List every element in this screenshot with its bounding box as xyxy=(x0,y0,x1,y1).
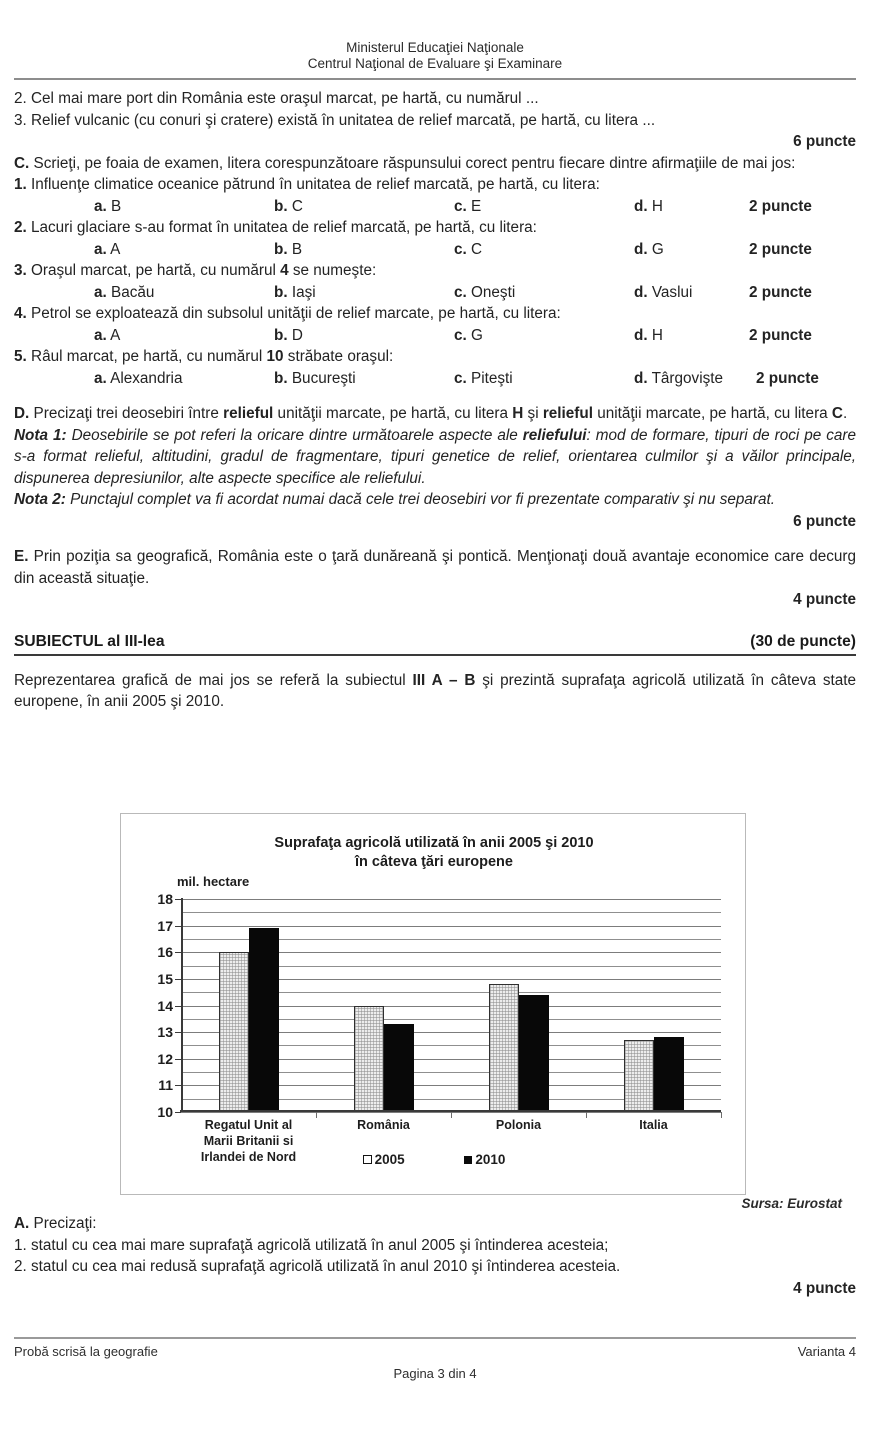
section-d-label: D. xyxy=(14,405,30,422)
chart-category-label-line: Polonia xyxy=(495,1118,542,1132)
question-c5-number: 5. xyxy=(14,348,27,365)
chart-gridline xyxy=(181,899,721,900)
note-1-bold: reliefului xyxy=(522,426,587,444)
option-c2-b-value: B xyxy=(287,240,303,258)
section-a-heading xyxy=(14,1213,856,1235)
option-c1-d[interactable] xyxy=(634,196,663,218)
chart-y-tick-label: 10 xyxy=(157,1104,173,1120)
option-c4-b-key: b. xyxy=(274,326,288,344)
footer-page-number: Pagina 3 din 4 xyxy=(393,1366,477,1381)
chart-bar-2010 xyxy=(249,928,279,1112)
question-c3-text-post: se numeşte: xyxy=(288,262,377,279)
question-c5-highlight: 10 xyxy=(266,348,284,365)
document-body xyxy=(14,88,856,713)
option-c2-a-value: A xyxy=(106,240,121,258)
section-a-text: Precizaţi: xyxy=(29,1215,97,1232)
option-c3-c-value: Oneşti xyxy=(466,283,516,301)
option-c4-c-value: G xyxy=(466,326,483,344)
option-c3-a[interactable] xyxy=(94,282,154,304)
option-c1-b-value: C xyxy=(287,197,303,215)
option-c4-a-key: a. xyxy=(94,326,107,344)
chart-y-tick-label: 16 xyxy=(157,944,173,961)
chart-plot-inner xyxy=(157,891,721,1120)
section-a-item-1: 1. statul cu cea mai mare suprafaţă agricolă utilizată în anul 2005 şi întinderea acesteia; xyxy=(14,1236,609,1254)
option-c4-a-value: A xyxy=(106,326,121,344)
question-c1-number: 1. xyxy=(14,176,27,193)
chart-source: Sursa: Eurostat xyxy=(741,1196,842,1211)
chart-category-label-line: România xyxy=(357,1118,410,1132)
question-c4 xyxy=(14,303,856,325)
section-e-text xyxy=(14,546,856,589)
section-d-text-4: unităţii marcate, pe hartă, cu litera xyxy=(593,405,832,422)
bar-chart xyxy=(120,813,746,1195)
question-c2 xyxy=(14,217,856,239)
question-c3-points: 2 puncte xyxy=(749,283,812,301)
section-e-body: Prin poziţia sa geografică, România este o ţară dunăreană şi pontică. Menţionaţi două avantaje economice care decurg din această situaţie. xyxy=(14,548,856,587)
section-d-text xyxy=(14,403,856,425)
chart-bar-2005 xyxy=(624,1040,654,1112)
chart-bar-2010 xyxy=(384,1024,414,1112)
chart-y-tick-label: 14 xyxy=(157,997,173,1014)
option-c1-b-key: b. xyxy=(274,197,288,215)
chart-x-tick-mark xyxy=(721,1112,722,1118)
option-c1-d-value: H xyxy=(647,197,663,215)
chart-y-tick-label: 13 xyxy=(157,1024,173,1041)
section-d-bold-2: H xyxy=(512,405,524,422)
chart-category-label-line: Marii Britanii si xyxy=(203,1134,294,1148)
option-c2-c[interactable] xyxy=(454,239,482,261)
subject-3-points: (30 de puncte) xyxy=(750,632,856,650)
option-c3-c[interactable] xyxy=(454,282,515,304)
option-c3-a-key: a. xyxy=(94,283,107,301)
chart-title xyxy=(121,834,747,872)
note-1-text: Deosebirile se pot referi la oricare dintre următoarele aspecte ale xyxy=(66,426,523,444)
question-c5-text-post: străbate oraşul: xyxy=(283,348,394,365)
option-c3-c-key: c. xyxy=(454,283,467,301)
option-c5-b[interactable] xyxy=(274,368,356,390)
option-c5-a[interactable] xyxy=(94,368,182,390)
question-c5-text-pre: Râul marcat, pe hartă, cu numărul xyxy=(26,348,267,365)
option-c1-a[interactable] xyxy=(94,196,121,218)
option-c1-a-key: a. xyxy=(94,197,107,215)
question-c5 xyxy=(14,346,856,368)
chart-category-label-line: Regatul Unit al xyxy=(204,1118,293,1132)
option-c2-b-key: b. xyxy=(274,240,288,258)
section-a-block xyxy=(14,1213,856,1299)
subject-3-intro xyxy=(14,670,856,713)
legend-item-2010 xyxy=(464,1152,505,1167)
option-c2-a[interactable] xyxy=(94,239,120,261)
option-c4-c-key: c. xyxy=(454,326,467,344)
note-2-label: Nota 2: xyxy=(14,491,66,508)
question-c3-number: 3. xyxy=(14,262,27,279)
legend-swatch-2005-icon xyxy=(363,1155,372,1164)
note-1-text-2: : mod de formare, tipuri de roci pe care s-a format relieful, altitudini, gradul de fragmentare, tipuri genetice de relief, orientarea culmilor şi a văilor principale, dispunerea depresiunilor, alte aspecte specifice ale reliefului. xyxy=(14,426,857,487)
option-c2-b[interactable] xyxy=(274,239,302,261)
section-d-text-5: . xyxy=(842,405,848,422)
option-c3-d-value: Vaslui xyxy=(647,283,693,301)
chart-y-tick-mark xyxy=(175,1112,181,1113)
option-c5-c[interactable] xyxy=(454,368,513,390)
item-b3: 3. Relief vulcanic (cu conuri şi cratere) există în unitatea de relief marcată, pe hartă, cu litera ... xyxy=(14,111,656,129)
spacer-before-subject3 xyxy=(14,611,856,631)
subject-3-title: SUBIECTUL al III-lea xyxy=(14,632,165,650)
option-c5-d-key: d. xyxy=(634,369,648,387)
chart-y-axis-label: mil. hectare xyxy=(177,874,250,889)
footer-left: Probă scrisă la geografie xyxy=(14,1344,158,1359)
chart-y-tick-label: 12 xyxy=(157,1050,173,1067)
chart-y-tick-label: 11 xyxy=(158,1077,173,1094)
question-c1-points: 2 puncte xyxy=(749,197,812,215)
option-c1-c-key: c. xyxy=(454,197,467,215)
section-d-bold-3: relieful xyxy=(542,405,593,422)
section-d-text-2: unităţii marcate, pe hartă, cu litera xyxy=(273,405,513,422)
chart-category-label-line: Italia xyxy=(639,1118,668,1132)
options-row-c4 xyxy=(14,325,856,347)
question-c2-text: Lacuri glaciare s-au format în unitatea de relief marcată, pe hartă, cu litera: xyxy=(26,219,537,236)
section-d-points-row xyxy=(14,511,856,533)
chart-x-axis-line xyxy=(180,1110,721,1112)
header-divider xyxy=(14,78,856,80)
option-c2-c-key: c. xyxy=(454,240,467,258)
option-c4-a[interactable] xyxy=(94,325,120,347)
legend-item-2005 xyxy=(363,1152,405,1167)
option-c3-b-key: b. xyxy=(274,283,288,301)
section-a-item-2: 2. statul cu cea mai redusă suprafaţă agricolă utilizată în anul 2010 şi întinderea acesteia. xyxy=(14,1258,621,1275)
note-1-label: Nota 1: xyxy=(14,426,67,444)
legend-swatch-2010-icon xyxy=(464,1156,472,1164)
spacer-after-subject3 xyxy=(14,656,856,670)
chart-title-line-1: Suprafaţa agricolă utilizată în anii 2005 şi 2010 xyxy=(274,835,594,851)
option-c3-d-key: d. xyxy=(634,283,648,301)
options-row-c1 xyxy=(14,196,856,218)
chart-category-label-line: Irlandei de Nord xyxy=(200,1150,297,1164)
section-d-bold-1: relieful xyxy=(223,405,274,422)
spacer-before-d xyxy=(14,389,856,403)
option-c1-c-value: E xyxy=(466,197,482,215)
option-c3-b-value: Iaşi xyxy=(287,283,316,301)
section-d-text-1: Precizaţi trei deosebiri între xyxy=(29,405,224,422)
option-c2-c-value: C xyxy=(466,240,483,258)
chart-category-label xyxy=(586,1117,721,1133)
option-c5-b-value: Bucureşti xyxy=(287,369,356,387)
option-c1-a-value: B xyxy=(106,197,122,215)
chart-legend xyxy=(121,1152,747,1167)
option-c3-d[interactable] xyxy=(634,282,692,304)
chart-y-tick-label: 17 xyxy=(157,917,173,934)
question-c2-number: 2. xyxy=(14,219,27,236)
section-c-intro-text: Scrieţi, pe foaia de examen, litera corespunzătoare răspunsului corect pentru fiecare dintre afirmaţiile de mai jos: xyxy=(29,154,796,172)
question-c3-text-pre: Oraşul marcat, pe hartă, cu numărul xyxy=(26,262,281,279)
option-c4-d-key: d. xyxy=(634,326,648,344)
option-c1-c[interactable] xyxy=(454,196,481,218)
option-c4-c[interactable] xyxy=(454,325,483,347)
question-c1-text: Influenţe climatice oceanice pătrund în unitatea de relief marcată, pe hartă, cu litera: xyxy=(26,176,600,193)
spacer-before-e xyxy=(14,532,856,546)
option-c2-a-key: a. xyxy=(94,240,107,258)
section-e-points: 4 puncte xyxy=(793,591,856,608)
chart-y-axis-line xyxy=(181,898,183,1112)
option-c4-d-value: H xyxy=(647,326,663,344)
options-row-c5 xyxy=(14,368,856,390)
subject-3-intro-pre: Reprezentarea grafică de mai jos se referă la subiectul xyxy=(14,671,413,689)
section-a-label: A. xyxy=(14,1215,30,1232)
section-d-note-2 xyxy=(14,489,856,511)
option-c3-a-value: Bacău xyxy=(106,283,155,301)
chart-bar-2005 xyxy=(219,952,249,1112)
option-c2-d-value: G xyxy=(647,240,664,258)
chart-category-label xyxy=(316,1117,451,1133)
note-2-text: Punctajul complet va fi acordat numai dacă cele trei deosebiri vor fi prezentate comparativ şi nu separat. xyxy=(65,491,775,508)
subject-3-heading xyxy=(14,631,856,656)
section-a-points: 4 puncte xyxy=(793,1279,856,1297)
section-e-label: E. xyxy=(14,548,29,565)
options-row-c3 xyxy=(14,282,856,304)
legend-label-2010: 2010 xyxy=(475,1152,506,1167)
option-c5-b-key: b. xyxy=(274,369,288,387)
option-c5-c-value: Piteşti xyxy=(466,369,513,387)
option-c4-b-value: D xyxy=(287,326,303,344)
section-d-points: 6 puncte xyxy=(793,512,856,530)
option-c4-b[interactable] xyxy=(274,325,303,347)
question-c3 xyxy=(14,260,856,282)
item-b-points: 6 puncte xyxy=(793,133,856,150)
option-c1-b[interactable] xyxy=(274,196,303,218)
section-c-label: C. xyxy=(14,154,30,172)
section-e-points-row xyxy=(14,589,856,611)
option-c5-d-value: Târgovişte xyxy=(647,369,723,387)
question-c4-number: 4. xyxy=(14,305,27,322)
chart-y-tick-label: 15 xyxy=(157,970,173,987)
question-c4-text: Petrol se exploatează din subsolul unităţii de relief marcate, pe hartă, cu litera: xyxy=(26,305,561,322)
option-c2-d-key: d. xyxy=(634,240,648,258)
option-c5-d[interactable] xyxy=(634,368,723,390)
chart-bar-2005 xyxy=(354,1006,384,1113)
chart-title-line-2: în câteva ţări europene xyxy=(355,854,513,870)
chart-category-label xyxy=(451,1117,586,1133)
header-ministry-line: Ministerul Educaţiei Naţionale xyxy=(346,40,524,55)
footer-divider xyxy=(14,1337,856,1339)
option-c2-d[interactable] xyxy=(634,239,664,261)
question-c3-highlight: 4 xyxy=(280,262,289,279)
legend-label-2005: 2005 xyxy=(374,1152,405,1167)
chart-bar-2010 xyxy=(654,1037,684,1112)
document-header xyxy=(0,40,870,72)
header-center-line: Centrul Naţional de Evaluare şi Examinare xyxy=(307,56,563,71)
option-c3-b[interactable] xyxy=(274,282,316,304)
chart-gridline-minor xyxy=(181,912,721,913)
chart-plot-area xyxy=(157,891,721,1120)
chart-y-tick-label: 18 xyxy=(157,891,173,907)
option-c4-d[interactable] xyxy=(634,325,663,347)
chart-bar-2005 xyxy=(489,984,519,1112)
option-c5-a-key: a. xyxy=(94,369,107,387)
chart-gridline xyxy=(181,926,721,927)
item-b2: 2. Cel mai mare port din România este oraşul marcat, pe hartă, cu numărul ... xyxy=(14,90,539,107)
option-c5-c-key: c. xyxy=(454,369,467,387)
question-c4-points: 2 puncte xyxy=(749,326,812,344)
section-c-intro xyxy=(14,153,856,175)
section-d-bold-4: C xyxy=(831,405,843,422)
chart-bar-2010 xyxy=(519,995,549,1112)
question-c5-points: 2 puncte xyxy=(756,369,819,387)
question-c2-points: 2 puncte xyxy=(749,240,812,258)
subject-3-intro-bold: III A – B xyxy=(412,671,476,689)
question-c1 xyxy=(14,174,856,196)
document-footer xyxy=(14,1344,856,1394)
section-d-text-3: şi xyxy=(523,405,543,422)
section-d-note-1 xyxy=(14,425,856,490)
section-a-points-row xyxy=(14,1278,856,1300)
option-c1-d-key: d. xyxy=(634,197,648,215)
option-c5-a-value: Alexandria xyxy=(106,369,183,387)
subject-3-intro-post: şi prezintă suprafaţa agricolă utilizată în câteva state europene, în anii 2005 şi 2010. xyxy=(14,671,857,710)
options-row-c2 xyxy=(14,239,856,261)
footer-right: Varianta 4 xyxy=(797,1344,856,1359)
